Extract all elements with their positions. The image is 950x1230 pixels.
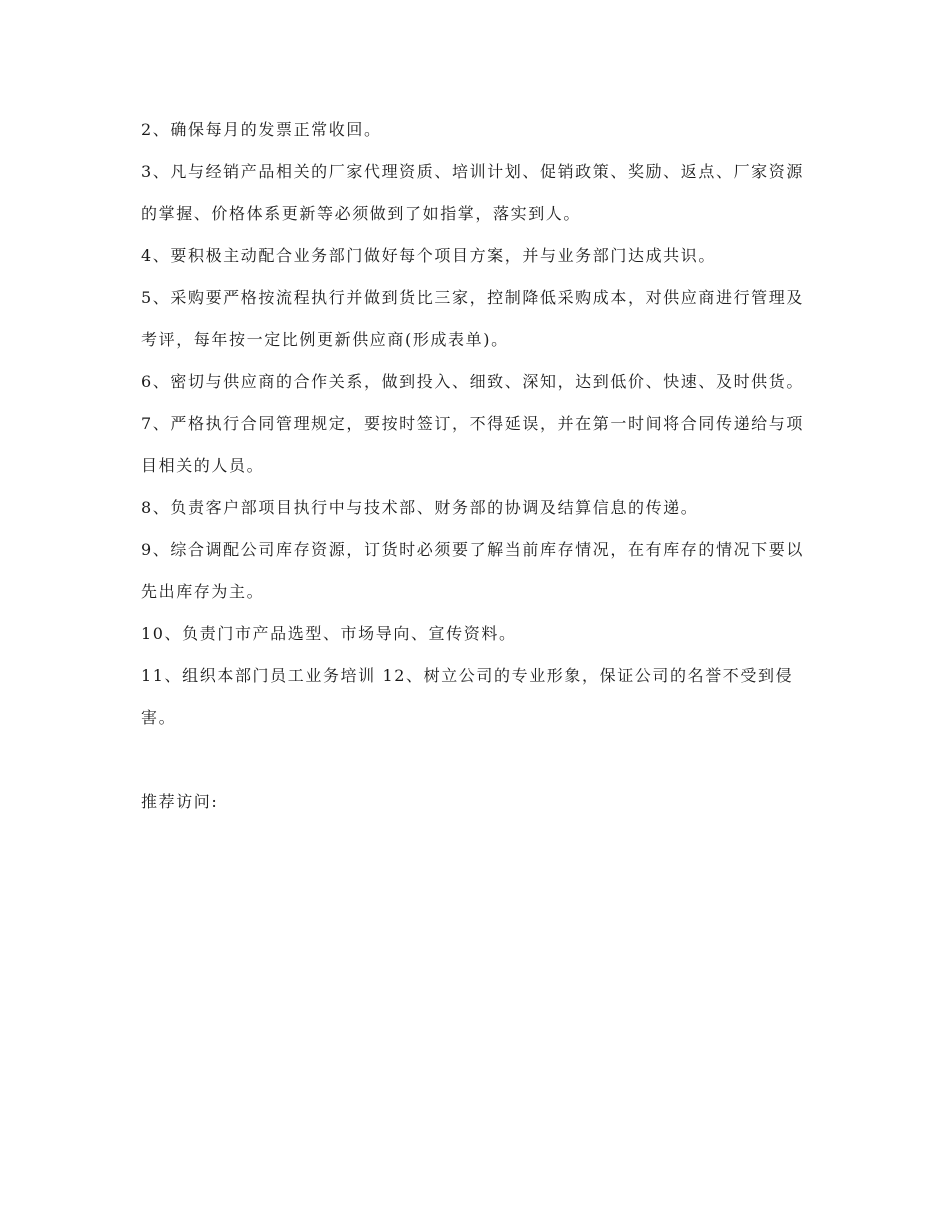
paragraph-item-3: 3、凡与经销产品相关的厂家代理资质、培训计划、促销政策、奖励、返点、厂家资源的掌握、价格体系更新等必须做到了如指掌，落实到人。 <box>141 162 804 223</box>
paragraph-item-6: 6、密切与供应商的合作关系，做到投入、细致、深知，达到低价、快速、及时供货。 <box>141 372 804 391</box>
recommended-visit-label: 推荐访问: <box>141 792 219 811</box>
paragraph-item-11: 11、组织本部门员工业务培训 12、树立公司的专业形象，保证公司的名誉不受到侵害。 <box>141 666 794 727</box>
paragraph-item-10: 10、负责门市产品选型、市场导向、宣传资料。 <box>141 624 517 643</box>
document-body <box>141 109 805 823</box>
paragraph-item-4: 4、要积极主动配合业务部门做好每个项目方案，并与业务部门达成共识。 <box>141 246 716 265</box>
paragraph-item-5: 5、采购要严格按流程执行并做到货比三家，控制降低采购成本，对供应商进行管理及考评，每年按一定比例更新供应商(形成表单)。 <box>141 288 804 349</box>
paragraph-item-8: 8、负责客户部项目执行中与技术部、财务部的协调及结算信息的传递。 <box>141 498 699 517</box>
paragraph-item-9: 9、综合调配公司库存资源，订货时必须要了解当前库存情况，在有库存的情况下要以先出库存为主。 <box>141 540 804 601</box>
paragraph-item-2: 2、确保每月的发票正常收回。 <box>141 120 382 139</box>
blank-line <box>141 739 805 781</box>
paragraph-item-7: 7、严格执行合同管理规定，要按时签订，不得延误，并在第一时间将合同传递给与项目相关的人员。 <box>141 414 804 475</box>
